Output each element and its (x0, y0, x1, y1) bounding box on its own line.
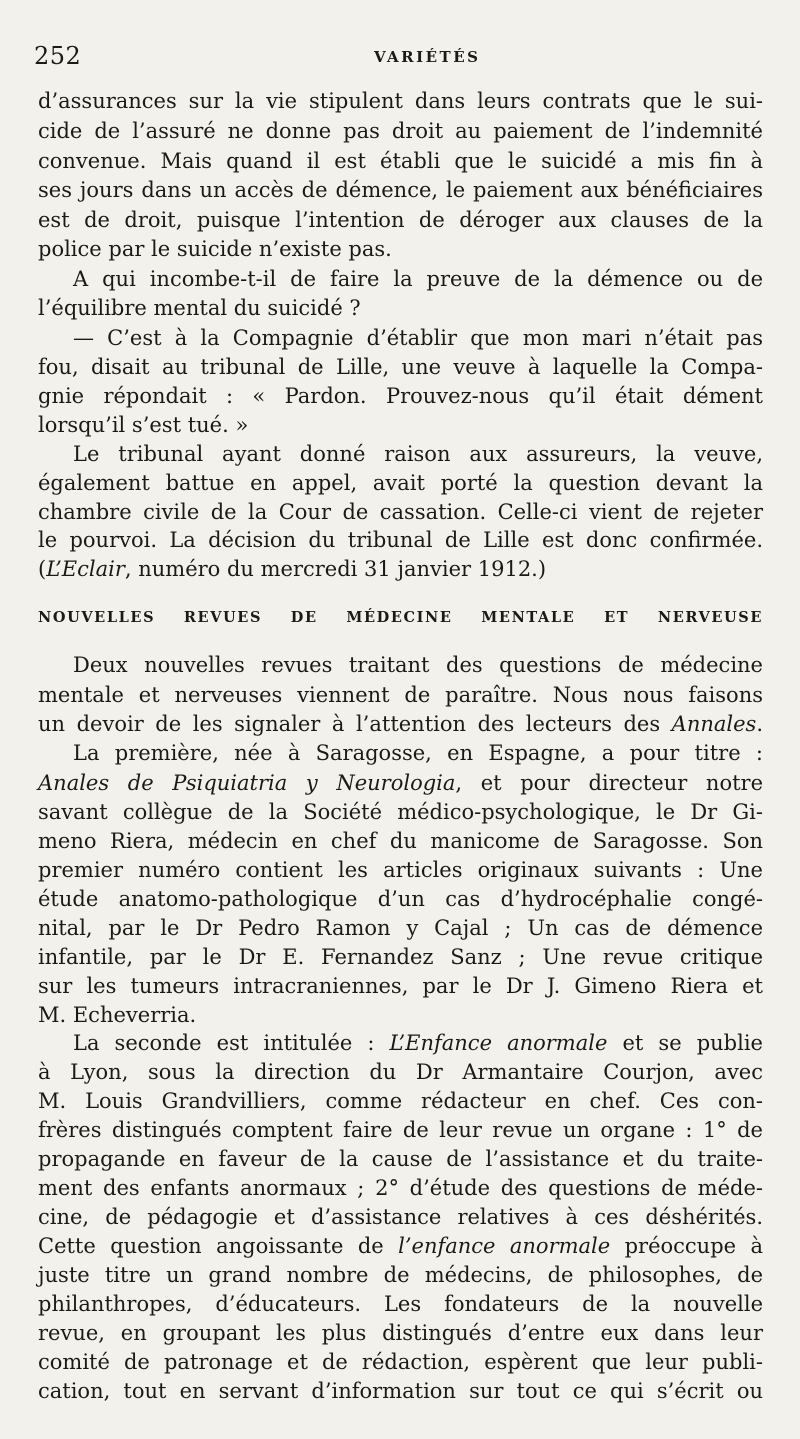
text-line: revue, en groupant les plus distingués d’entre eux dans leur (38, 1321, 763, 1345)
text-line: le pourvoi. La décision du tribunal de Lille est donc confirmée. (38, 528, 763, 552)
text-line: M. Louis Grandvilliers, comme rédacteur en chef. Ces con- (38, 1089, 763, 1113)
page-number: 252 (34, 42, 82, 70)
text-line: chambre civile de la Cour de cassation. Celle-ci vient de rejeter (38, 500, 763, 524)
text-line: infantile, par le Dr E. Fernandez Sanz ; Une revue critique (38, 945, 763, 969)
text-line: meno Riera, médecin en chef du manicome de Saragosse. Son (38, 829, 763, 853)
text-line: Le tribunal ayant donné raison aux assureurs, la veuve, (73, 442, 763, 466)
text-line: A qui incombe-t-il de faire la preuve de la démence ou de (73, 267, 763, 291)
text-line: l’équilibre mental du suicidé ? (38, 296, 361, 320)
text-line: savant collègue de la Société médico-psychologique, le Dr Gi- (38, 800, 763, 824)
text-line: cation, tout en servant d’information sur tout ce qui s’écrit ou (38, 1379, 763, 1403)
text-line: est de droit, puisque l’intention de déroger aux clauses de la (38, 208, 763, 232)
text-line: police par le suicide n’existe pas. (38, 237, 392, 261)
running-head: VARIÉTÉS (374, 48, 481, 66)
text-line: étude anatomo-pathologique d’un cas d’hydrocéphalie congé- (38, 887, 763, 911)
text-line: propagande en faveur de la cause de l’assistance et du traite- (38, 1147, 763, 1171)
text-line: ses jours dans un accès de démence, le paiement aux bénéficiaires (38, 178, 763, 202)
text-line: La seconde est intitulée : L’Enfance anormale et se publie (73, 1031, 763, 1055)
text-line: sur les tumeurs intracraniennes, par le Dr J. Gimeno Riera et (38, 974, 763, 998)
text-line: philanthropes, d’éducateurs. Les fondateurs de la nouvelle (38, 1292, 763, 1316)
text-line: nital, par le Dr Pedro Ramon y Cajal ; Un cas de démence (38, 916, 763, 940)
text-line: — C’est à la Compagnie d’établir que mon mari n’était pas (73, 326, 763, 350)
text-line: M. Echeverria. (38, 1003, 197, 1027)
text-line: fou, disait au tribunal de Lille, une veuve à laquelle la Compa- (38, 355, 763, 379)
text-line: comité de patronage et de rédaction, espèrent que leur publi- (38, 1350, 763, 1374)
section-title: NOUVELLES REVUES DE MÉDECINE MENTALE ET NERVEUSE (38, 609, 763, 626)
text-line: La première, née à Saragosse, en Espagne, a pour titre : (73, 741, 763, 765)
text-line: à Lyon, sous la direction du Dr Armantaire Courjon, avec (38, 1060, 763, 1084)
text-line: d’assurances sur la vie stipulent dans leurs contrats que le sui- (38, 89, 763, 113)
text-line: gnie répondait : « Pardon. Prouvez-nous qu’il était dément (38, 384, 763, 408)
text-line: convenue. Mais quand il est établi que le suicidé a mis fin à (38, 149, 763, 173)
text-line: (L’Eclair, numéro du mercredi 31 janvier 1912.) (38, 557, 547, 581)
text-line: frères distingués comptent faire de leur revue un organe : 1° de (38, 1118, 763, 1142)
text-line: également battue en appel, avait porté la question devant la (38, 471, 763, 495)
text-line: cide de l’assuré ne donne pas droit au paiement de l’indemnité (38, 119, 763, 143)
text-line: Anales de Psiquiatria y Neurologia, et pour directeur notre (38, 771, 763, 795)
text-line: Deux nouvelles revues traitant des questions de médecine (73, 653, 763, 677)
text-line: Cette question angoissante de l’enfance anormale préoccupe à (38, 1234, 763, 1258)
text-line: ment des enfants anormaux ; 2° d’étude des questions de méde- (38, 1176, 763, 1200)
text-line: un devoir de les signaler à l’attention des lecteurs des Annales. (38, 712, 763, 736)
text-line: lorsqu’il s’est tué. » (38, 413, 249, 437)
text-line: mentale et nerveuses viennent de paraître. Nous nous faisons (38, 683, 763, 707)
text-line: premier numéro contient les articles originaux suivants : Une (38, 858, 763, 882)
text-line: cine, de pédagogie et d’assistance relatives à ces déshérités. (38, 1205, 763, 1229)
text-line: juste titre un grand nombre de médecins, de philosophes, de (38, 1263, 763, 1287)
